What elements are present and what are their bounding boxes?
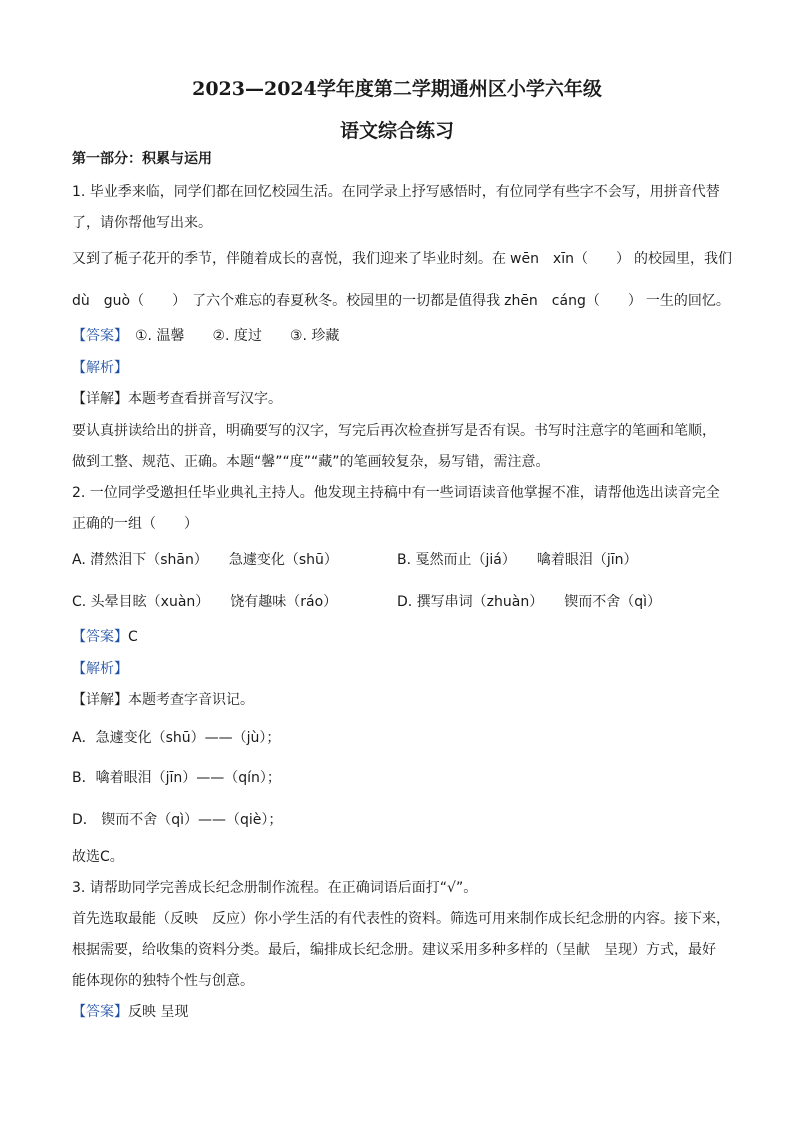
q3-text-line1: 首先选取最能（反映 反应）你小学生活的有代表性的资料。筛选可用来制作成长纪念册的内容。接下来，: [72, 911, 730, 927]
section-heading: 第一部分：积累与运用: [72, 151, 212, 167]
q1-text-part: 了六个难忘的春夏秋冬。校园里的一切都是值得我: [192, 293, 501, 309]
q1-answer: [72, 326, 339, 346]
pinyin-blank-3[interactable]: zhēn cáng（ ）: [504, 293, 642, 309]
q1-text-line1: [72, 249, 732, 269]
q3-answer: [72, 1002, 188, 1022]
q1-text-line2: [72, 291, 730, 311]
answer-text: 反映 呈现: [128, 1004, 189, 1020]
q2-option-d[interactable]: D. 撰写串词（zhuàn） 锲而不舍（qì）: [397, 594, 662, 610]
q2-analysis-tag: 【解析】: [72, 661, 128, 677]
answer-tag: 【答案】: [72, 328, 121, 344]
detail-tag: 【详解】: [72, 692, 128, 708]
pinyin-blank-1[interactable]: wēn xīn（ ）: [510, 251, 630, 267]
detail-tag: 【详解】: [72, 391, 128, 407]
q2-conclusion: 故选C。: [72, 849, 124, 865]
q2-analysis-b: B．噙着眼泪（jīn）——（qín）；: [72, 770, 281, 786]
q1-stem-line2: 了，请你帮他写出来。: [72, 215, 212, 231]
q3-text-line2: 根据需要，给收集的资料分类。最后，编排成长纪念册。建议采用多种多样的（呈献 呈现）方式，最好: [72, 942, 716, 958]
q2-option-b[interactable]: B. 戛然而止（jiá） 噙着眼泪（jīn）: [397, 552, 638, 568]
answer-tag: 【答案】: [72, 1004, 128, 1020]
q1-detail: [72, 389, 282, 409]
q3-stem: 3. 请帮助同学完善成长纪念册制作流程。在正确词语后面打“√”。: [72, 880, 478, 896]
detail-text: 本题考查字音识记。: [128, 692, 254, 708]
pinyin-blank-2[interactable]: dù guò（ ）: [72, 293, 187, 309]
q2-option-a[interactable]: A. 潸然泪下（shān） 急遽变化（shū）: [72, 552, 338, 568]
q1-text-part: 一生的回忆。: [645, 293, 730, 309]
q2-analysis-a: A．急遽变化（shū）——（jù）；: [72, 730, 281, 746]
q2-detail: [72, 690, 254, 710]
answer-text: ①. 温馨 ②. 度过 ③. 珍藏: [121, 328, 340, 344]
q2-stem-line1: 2. 一位同学受邀担任毕业典礼主持人。他发现主持稿中有一些词语读音他掌握不准，请帮他选出读音完全: [72, 485, 720, 501]
q2-analysis-d: D． 锲而不舍（qì）——（qiè）；: [72, 812, 283, 828]
q2-option-c[interactable]: C. 头晕目眩（xuàn） 饶有趣味（ráo）: [72, 594, 338, 610]
q2-stem-line2: 正确的一组（ ）: [72, 516, 198, 532]
answer-text: C: [128, 629, 138, 645]
detail-text: 本题考查看拼音写汉字。: [128, 391, 282, 407]
q1-text-part: 的校园里，我们: [633, 251, 732, 267]
q3-text-line3: 能体现你的独特个性与创意。: [72, 973, 254, 989]
q1-text-part: 又到了栀子花开的季节，伴随着成长的喜悦，我们迎来了毕业时刻。在: [72, 251, 506, 267]
exam-title: 2023—2024学年度第二学期通州区小学六年级: [192, 78, 602, 100]
q1-detail-line3: 做到工整、规范、正确。本题“馨”“度”“藏”的笔画较复杂，易写错，需注意。: [72, 454, 550, 470]
answer-tag: 【答案】: [72, 629, 128, 645]
exam-subtitle: 语文综合练习: [339, 120, 454, 142]
q1-stem-line1: 1. 毕业季来临，同学们都在回忆校园生活。在同学录上抒写感悟时，有位同学有些字不会写，用拼音代替: [72, 184, 720, 200]
q1-detail-line2: 要认真拼读给出的拼音，明确要写的汉字，写完后再次检查拼写是否有误。书写时注意字的笔画和笔顺，: [72, 423, 716, 439]
q2-answer: [72, 627, 138, 647]
q1-analysis-tag: 【解析】: [72, 360, 128, 376]
